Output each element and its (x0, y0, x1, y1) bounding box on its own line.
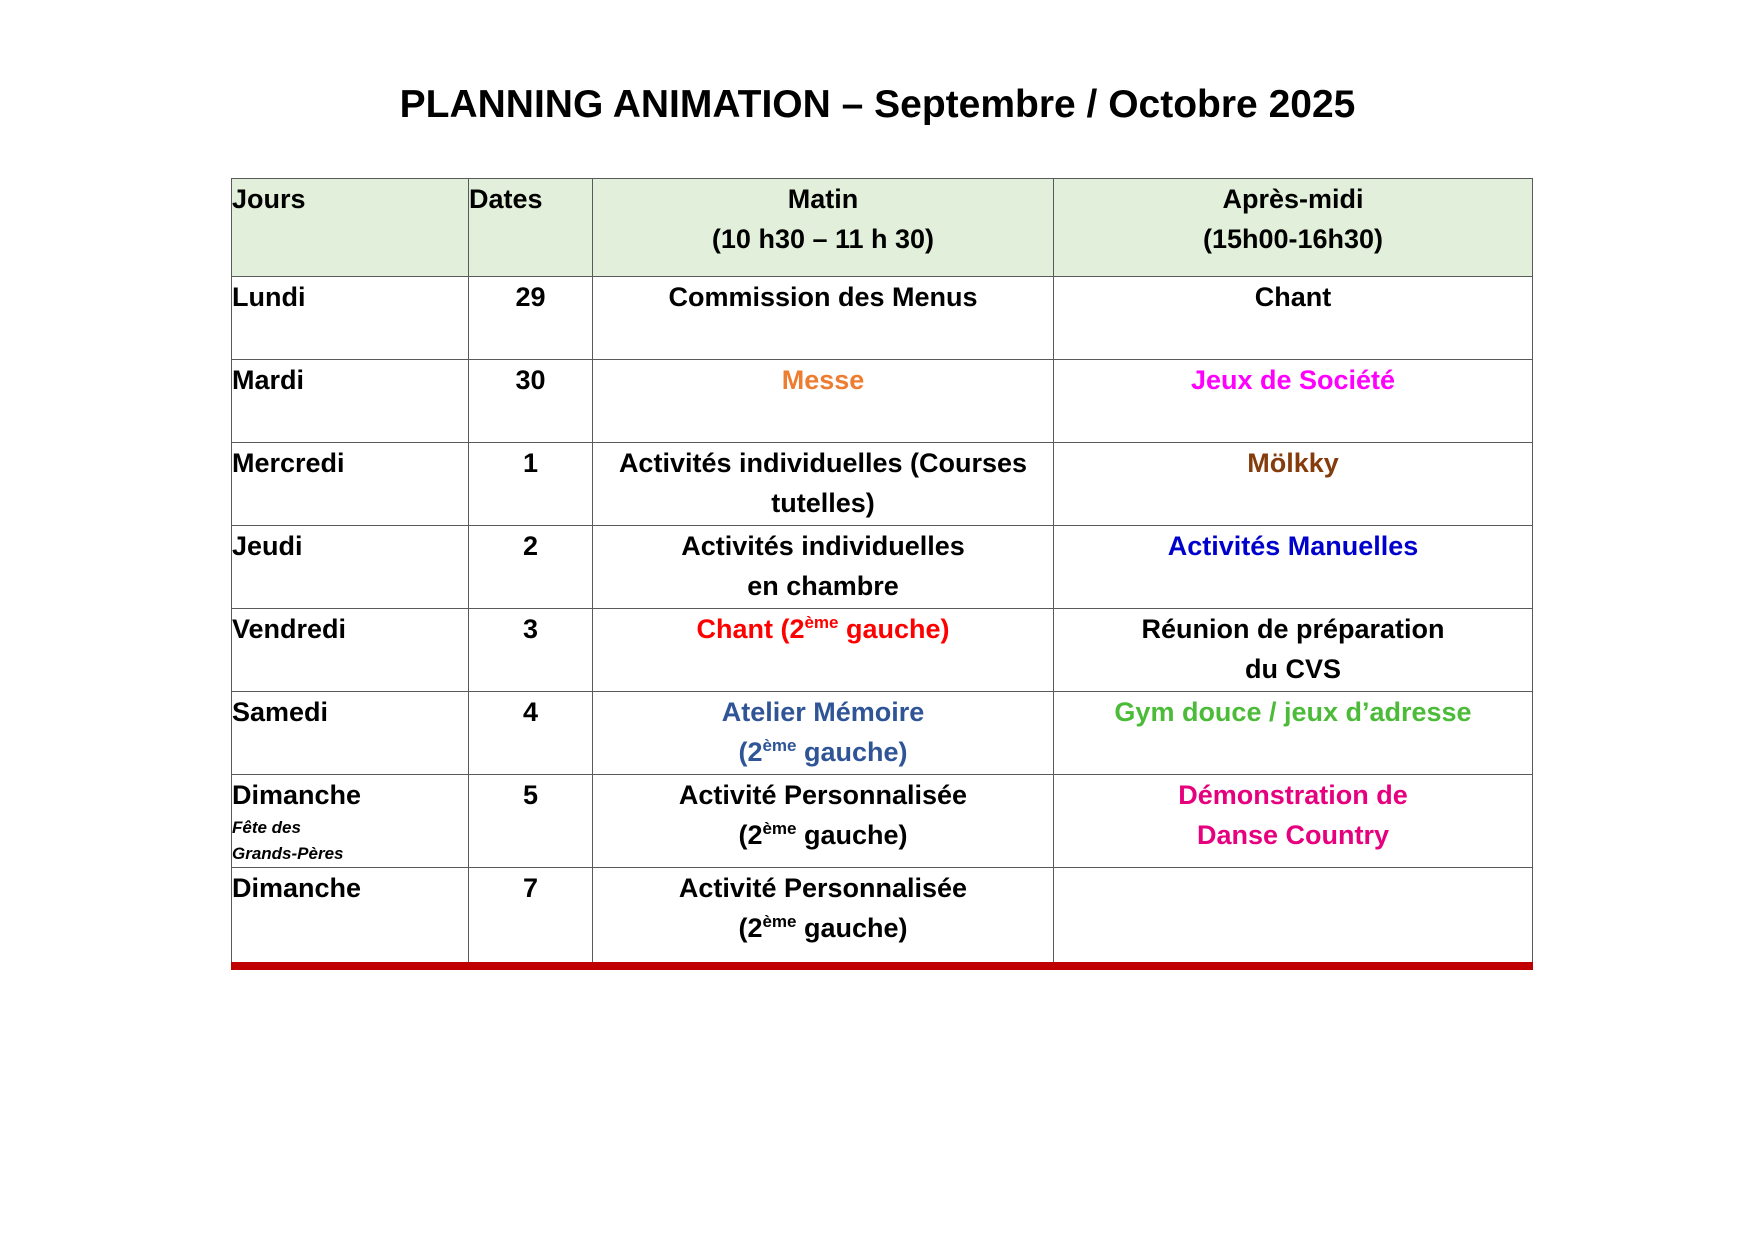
superscript-ordinal: ème (804, 613, 839, 632)
afternoon-activity: Gym douce / jeux d’adresse (1054, 692, 1533, 775)
table-header-row (232, 179, 1533, 277)
afternoon-activity-line: Danse Country (1196, 820, 1390, 850)
day-cell: Dimanche (232, 868, 469, 967)
morning-activity-text: gauche) (796, 737, 908, 767)
morning-activity-line: Activités individuelles (681, 531, 965, 561)
afternoon-activity (1054, 868, 1533, 967)
morning-activity (593, 526, 1054, 609)
morning-activity-text: (2 (738, 913, 763, 943)
header-matin (593, 179, 1054, 277)
afternoon-activity: Jeux de Société (1054, 360, 1533, 443)
morning-activity-line: Atelier Mémoire (721, 697, 925, 727)
date-cell: 7 (469, 868, 593, 967)
morning-activity (593, 692, 1054, 775)
date-cell: 2 (469, 526, 593, 609)
date-cell: 1 (469, 443, 593, 526)
afternoon-activity (1054, 775, 1533, 868)
morning-activity-line: Activité Personnalisée (678, 780, 968, 810)
header-dates: Dates (469, 179, 593, 277)
afternoon-activity-line: Réunion de préparation (1141, 614, 1445, 644)
afternoon-activity (1054, 609, 1533, 692)
header-jours: Jours (232, 179, 469, 277)
afternoon-activity: Mölkky (1054, 443, 1533, 526)
header-apres-midi-label: Après-midi (1222, 184, 1364, 214)
afternoon-activity-line: du CVS (1244, 654, 1341, 684)
date-cell: 5 (469, 775, 593, 868)
page-title: PLANNING ANIMATION – Septembre / Octobre 2025 (399, 83, 1356, 126)
morning-activity (593, 775, 1054, 868)
morning-activity-line (593, 908, 1053, 948)
morning-activity-line: Activités individuelles (Courses (618, 448, 1028, 478)
morning-activity-text: Chant (2 (696, 614, 805, 644)
morning-activity (593, 868, 1054, 967)
header-matin-hours: (10 h30 – 11 h 30) (711, 224, 935, 254)
day-cell: Vendredi (232, 609, 469, 692)
table-row (232, 775, 1533, 868)
afternoon-activity: Activités Manuelles (1054, 526, 1533, 609)
day-note: Fête des (232, 818, 301, 837)
superscript-ordinal: ème (762, 912, 797, 931)
table-row (232, 868, 1533, 967)
day-cell: Samedi (232, 692, 469, 775)
afternoon-activity-line: Démonstration de (1178, 780, 1408, 810)
header-apres-midi (1054, 179, 1533, 277)
table-row (232, 609, 1533, 692)
table-row (232, 526, 1533, 609)
table-row (232, 443, 1533, 526)
morning-activity-line (593, 732, 1053, 772)
morning-activity: Messe (593, 360, 1054, 443)
morning-activity-text: (2 (738, 737, 763, 767)
table-row (232, 360, 1533, 443)
day-cell: Lundi (232, 277, 469, 360)
morning-activity-text: (2 (738, 820, 763, 850)
header-matin-label: Matin (787, 184, 859, 214)
morning-activity-text: gauche) (838, 614, 950, 644)
morning-activity-text: gauche) (796, 820, 908, 850)
morning-activity-line: en chambre (747, 571, 899, 601)
morning-activity-line: tutelles) (771, 488, 875, 518)
planning-table (231, 178, 1533, 970)
date-cell: 4 (469, 692, 593, 775)
morning-activity-line: Activité Personnalisée (678, 873, 968, 903)
superscript-ordinal: ème (762, 736, 797, 755)
day-cell: Mercredi (232, 443, 469, 526)
header-apres-midi-hours: (15h00-16h30) (1202, 224, 1384, 254)
day-cell (232, 775, 469, 868)
afternoon-activity: Chant (1054, 277, 1533, 360)
day-name: Dimanche (232, 780, 362, 810)
date-cell: 29 (469, 277, 593, 360)
date-cell: 3 (469, 609, 593, 692)
superscript-ordinal: ème (762, 819, 797, 838)
day-note: Grands-Pères (232, 844, 344, 863)
table-row (232, 692, 1533, 775)
morning-activity: Commission des Menus (593, 277, 1054, 360)
table-row (232, 277, 1533, 360)
morning-activity (593, 609, 1054, 692)
day-cell: Jeudi (232, 526, 469, 609)
morning-activity-text: gauche) (796, 913, 908, 943)
date-cell: 30 (469, 360, 593, 443)
morning-activity (593, 443, 1054, 526)
morning-activity-line (593, 815, 1053, 855)
day-cell: Mardi (232, 360, 469, 443)
